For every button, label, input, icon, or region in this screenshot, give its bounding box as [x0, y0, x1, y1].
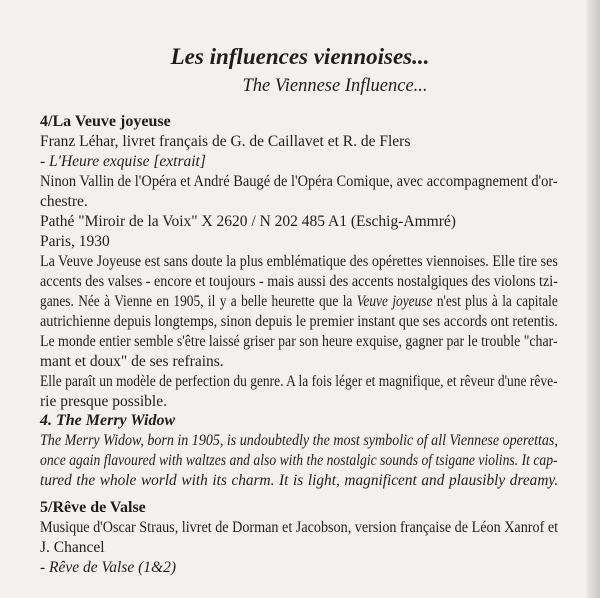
- description-line: Le monde entier semble s'être laissé griser par son heure exquise, gagner par le trouble "char-: [40, 333, 558, 350]
- description-line: accents des valses - encore et toujours - mais aussi des accents nostalgiques des violons tzi-: [40, 273, 558, 290]
- track-heading: 5/Rêve de Valse: [40, 499, 146, 516]
- page-subtitle: The Viennese Influence...: [242, 76, 428, 96]
- track-credits-cont: J. Chancel: [40, 539, 105, 556]
- track-credits: Musique d'Oscar Straus, livret de Dorman et Jacobson, version française de Léon Xanrof et: [40, 519, 558, 536]
- italic-title: Veuve joyeuse: [356, 293, 433, 310]
- track-heading: 4/La Veuve joyeuse: [40, 113, 171, 130]
- description-line: Elle paraît un modèle de perfection du genre. A la fois léger et magnifique, et rêveur d'une rêve-: [40, 373, 558, 390]
- track-credits: Franz Léhar, livret français de G. de Caillavet et R. de Flers: [40, 133, 411, 150]
- track-performers: Ninon Vallin de l'Opéra et André Baugé de l'Opéra Comique, avec accompagnement d'or-: [40, 173, 558, 190]
- description-line: autrichienne depuis longtemps, sinon depuis le premier instant que ses accords ont retentis.: [40, 313, 558, 330]
- track-excerpt: - Rêve de Valse (1&2): [40, 559, 176, 576]
- description-line: [40, 292, 558, 312]
- track-place-date: Paris, 1930: [40, 233, 110, 250]
- text: n'est plus à la capitale: [432, 293, 558, 310]
- track-label: Pathé "Miroir de la Voix" X 2620 / N 202 485 A1 (Eschig-Ammré): [40, 213, 456, 230]
- description-line: mant et doux" de ses refrains.: [40, 353, 224, 370]
- description-line: rie presque possible.: [40, 393, 167, 410]
- description-line: La Veuve Joyeuse est sans doute la plus emblématique des opérettes viennoises. Elle tire ses: [40, 253, 558, 270]
- text: ganes. Née à Vienne en 1905, il y a belle heurette que la: [40, 293, 357, 310]
- track-performers-cont: chestre.: [40, 193, 88, 210]
- track-excerpt: - L'Heure exquise [extrait]: [40, 153, 206, 170]
- page-title: Les influences viennoises...: [170, 44, 430, 69]
- description-line: once again flavoured with waltzes and also with the nostalgic sounds of tsigane violins. It cap-: [40, 452, 558, 469]
- description-line: The Merry Widow, born in 1905, is undoubtedly the most symbolic of all Viennese operettas,: [40, 432, 558, 449]
- track-heading: 4. The Merry Widow: [40, 412, 176, 429]
- description-line: tured the whole world with its charm. It is light, magnificent and plausibly dreamy.: [40, 472, 559, 489]
